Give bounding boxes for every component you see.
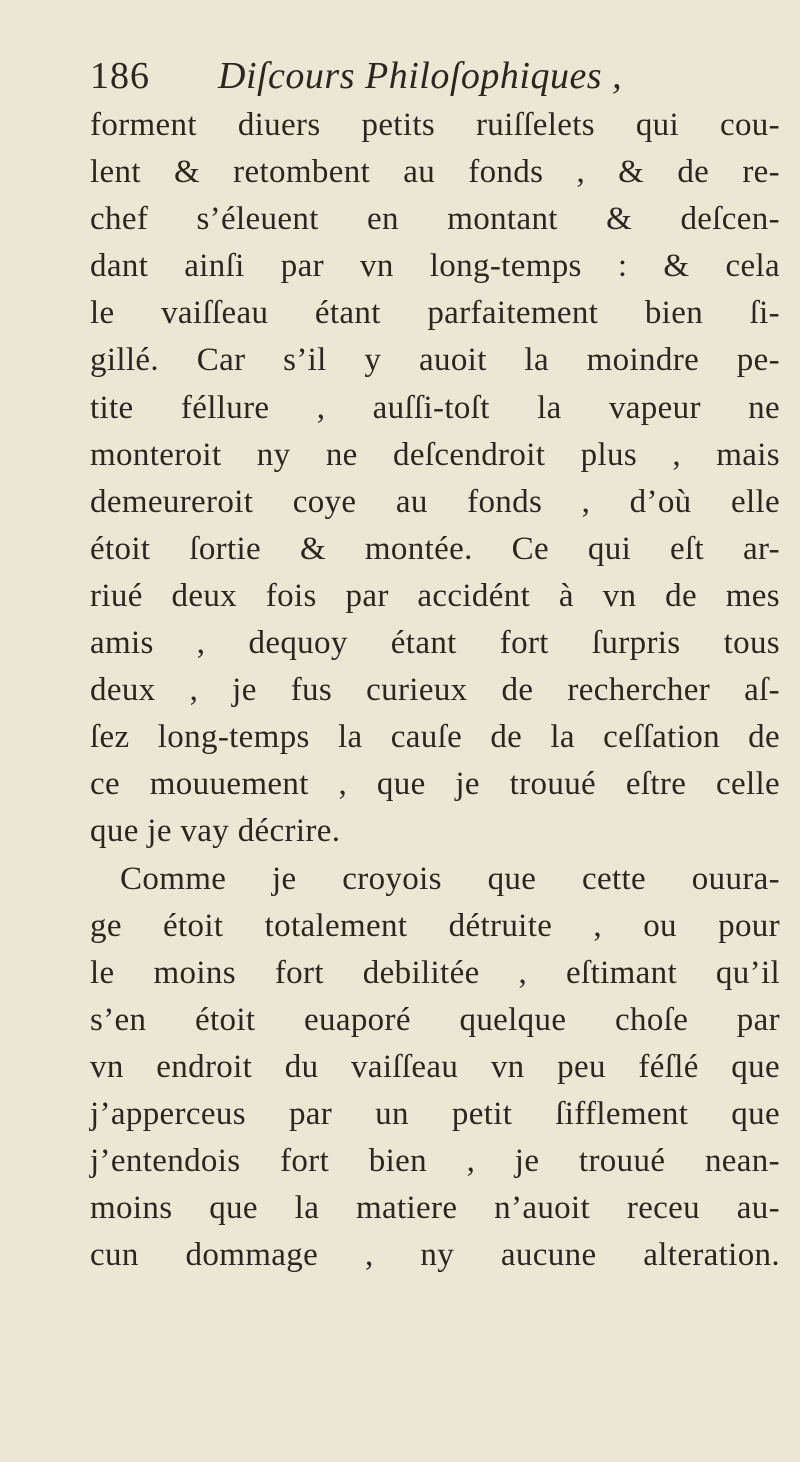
text-line: lent & retombent au fonds , & de re- <box>90 154 780 191</box>
text-line: Comme je croyois que cette ouura- <box>120 860 780 897</box>
text-line: le vaiſſeau étant parfaitement bien ſi- <box>90 295 780 332</box>
text-line: demeureroit coye au fonds , d’où elle <box>90 483 780 520</box>
text-line: moins que la matiere n’auoit receu au- <box>90 1190 780 1227</box>
text-line: le moins fort debilitée , eſtimant qu’il <box>90 954 780 991</box>
text-line: ge étoit totalement détruite , ou pour <box>90 907 780 944</box>
text-line: chef s’éleuent en montant & deſcen- <box>90 201 780 238</box>
running-head <box>90 54 770 104</box>
text-line: dant ainſi par vn long-temps : & cela <box>90 248 780 285</box>
text-line: j’apperceus par un petit ſifflement que <box>90 1095 780 1132</box>
text-line: tite féllure , auſſi-toſt la vapeur ne <box>90 389 780 426</box>
text-line: ſez long-temps la cauſe de la ceſſation de <box>90 719 780 756</box>
running-title: Diſcours Philoſophiques , <box>218 55 623 97</box>
text-line: étoit ſortie & montée. Ce qui eſt ar- <box>90 530 780 567</box>
text-line: s’en étoit euaporé quelque choſe par <box>90 1001 780 1038</box>
text-line: gillé. Car s’il y auoit la moindre pe- <box>90 342 780 379</box>
text-line: que je vay décrire. <box>90 813 341 850</box>
text-line: ce mouuement , que je trouué eſtre celle <box>90 766 780 803</box>
page-number: 186 <box>90 55 150 97</box>
text-line: deux , je fus curieux de rechercher aſ- <box>90 672 780 709</box>
text-line: vn endroit du vaiſſeau vn peu féſlé que <box>90 1048 780 1085</box>
body-text <box>90 102 780 1279</box>
text-line: amis , dequoy étant fort ſurpris tous <box>90 625 780 662</box>
text-line: riué deux fois par accidént à vn de mes <box>90 577 780 614</box>
text-line: j’entendois fort bien , je trouué nean- <box>90 1143 780 1180</box>
text-line: monteroit ny ne deſcendroit plus , mais <box>90 436 780 473</box>
text-line: forment diuers petits ruiſſelets qui cou- <box>90 107 780 143</box>
text-line: cun dommage , ny aucune alteration. <box>90 1237 780 1274</box>
